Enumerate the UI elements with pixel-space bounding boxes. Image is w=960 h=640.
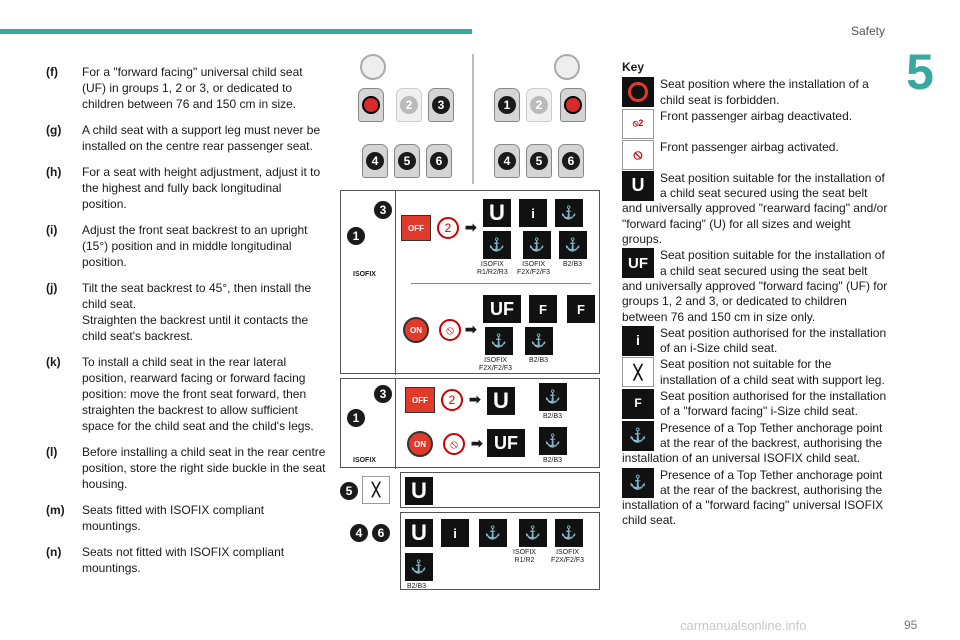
instruction-j: (j) Tilt the seat backrest to 45°, then install the child seat. Straighten the backrest until it contacts the child seat's backrest. [46,281,312,343]
u-icon: U [487,387,515,415]
i-size-icon: i [441,519,469,547]
key-item-i-size: i Seat position authorised for the installation of an i-Size child seat. [622,326,890,357]
support-leg-forbidden-icon: ╳ [622,357,654,387]
u-icon: U [405,519,433,547]
airbag-deactivated-icon: 2 [441,389,463,411]
seat-2: 2 [526,88,552,122]
seat-number-5: 5 [340,482,358,500]
seat-number-6: 6 [372,524,390,542]
u-icon: U [622,171,654,201]
steering-wheel-icon [360,54,386,80]
b2b3-label: B2/B3 [529,357,549,364]
key-title: Key [622,60,645,74]
seat-4: 4 [362,144,388,178]
arrow-icon: ➡ [465,219,477,235]
airbag-off-icon: ⦸2 [622,109,654,139]
top-tether-forward-icon: ⚓ [622,468,654,498]
seat-number-1: 1 [347,227,365,245]
booster-icon: ⚓ [405,553,433,581]
isofix-r1r2-label: ISOFIX R1/R2 [513,549,536,564]
key-item-airbag-on: ⦸ Front passenger airbag activated. [622,140,890,170]
key-item-support-leg: ╳ Seat position not suitable for the installation of a child seat with support leg. [622,357,890,388]
instruction-f: (f) For a "forward facing" universal child seat (UF) in groups 1, 2 or 3, or dedicated to children between 76 and 150 cm in size. [46,65,303,111]
instruction-k: (k) To install a child seat in the rear lateral position, rearward facing or forward facing position: move the front seat forward, then straighten the backrest to allow sufficient space for the child seat and the child's legs. [46,355,314,433]
booster-icon: ⚓ [539,427,567,455]
seat-5: 5 [394,144,420,178]
section-title: Safety [850,24,885,38]
i-size-icon: i [519,199,547,227]
car-view-lhd [352,54,472,184]
seat-6: 6 [426,144,452,178]
b2b3-label: B2/B3 [563,261,583,268]
seat-1 [358,88,384,122]
key-item-forbidden: Seat position where the installation of a child seat is forbidden. [622,77,890,108]
seat-1: 1 [494,88,520,122]
b2b3-label: B2/B3 [407,583,427,590]
instruction-n: (n) Seats not fitted with ISOFIX compliant mountings. [46,545,285,575]
uf-icon: UF [483,295,521,323]
key-item-u: U Seat position suitable for the installation of a child seat secured using the seat belt and universally approved "rearward facing" and/or "forward facing" (U) for all sizes and weight groups. [622,170,888,247]
steering-wheel-icon [554,54,580,80]
isofix-forbidden-label: ISOFIX [353,457,376,464]
isofix-f2x-label: ISOFIX F2X/F2/F3 [479,357,513,372]
arrow-icon: ➡ [471,435,483,451]
uf-icon: UF [487,429,525,457]
uf-icon: UF [622,248,654,278]
instruction-l: (l) Before installing a child seat in the rear centre position, store the right side buckle in the seat housing. [46,445,326,491]
page-number: 95 [904,618,918,632]
b2b3-label: B2/B3 [543,413,563,420]
isofix-r1r2r3-label: ISOFIX R1/R2/R3 [477,261,508,276]
instruction-h: (h) For a seat with height adjustment, adjust it to the highest and fully back longitudinal position. [46,165,321,211]
seat-3: 3 [428,88,454,122]
isofix-forward-icon: ⚓ [485,327,513,355]
seat-5: 5 [526,144,552,178]
seat-number-4: 4 [350,524,368,542]
forbidden-icon [622,77,654,107]
key-item-top-tether-forward: ⚓ Presence of a Top Tether anchorage point at the rear of the backrest, authorising the installation of a "forward facing" universal ISOFIX child seat. [622,467,884,528]
seat-number-3: 3 [374,201,392,219]
table-seats-1-3-non-isofix [340,378,600,468]
airbag-on-icon: ON [407,431,433,457]
isofix-forward-icon: ⚓ [555,519,583,547]
table-seats-1-3-isofix [340,190,600,374]
table-seats-4-6 [400,512,600,590]
isofix-label: ISOFIX [353,271,376,278]
seat-number-3: 3 [374,385,392,403]
car-view-rhd [488,54,608,184]
booster-icon: ⚓ [539,383,567,411]
key-item-i-size-forward: F Seat position authorised for the installation of a "forward facing" i-Size child seat. [622,389,890,420]
i-size-icon: i [622,326,654,356]
airbag-off-icon: OFF [401,215,431,241]
instruction-list [46,64,326,586]
instruction-m: (m) Seats fitted with ISOFIX compliant mountings. [46,503,265,533]
instruction-i: (i) Adjust the front seat backrest to an upright (15°) position and in middle longitudinal position. [46,223,308,269]
u-icon: U [405,477,433,505]
airbag-deactivated-icon: 2 [437,217,459,239]
seat-4: 4 [494,144,520,178]
seat-6: 6 [558,144,584,178]
isofix-f2x-label: ISOFIX F2X/F2/F3 [517,261,551,276]
isofix-rearward-icon: ⚓ [519,519,547,547]
i-size-forward-icon: F [529,295,557,323]
seat-3 [560,88,586,122]
arrow-icon: ➡ [465,321,477,337]
isofix-rearward-icon: ⚓ [483,231,511,259]
key-item-top-tether: ⚓ Presence of a Top Tether anchorage point at the rear of the backrest, authorising the installation of an universal ISOFIX child seat. [622,420,883,466]
airbag-on-icon: ⦸ [622,140,654,170]
header-bar [0,29,472,34]
booster-icon: ⚓ [559,231,587,259]
seat-2: 2 [396,88,422,122]
i-size-forward-icon: F [622,389,654,419]
top-tether-forward-icon: F [567,295,595,323]
airbag-off-icon: OFF [405,387,435,413]
watermark: carmanualsonline.info [680,618,807,633]
top-tether-icon: ⚓ [479,519,507,547]
chapter-number: 5 [906,44,934,100]
b2b3-label: B2/B3 [543,457,563,464]
top-tether-icon: ⚓ [622,421,654,451]
booster-icon: ⚓ [525,327,553,355]
airbag-activated-icon: ⦸ [439,319,461,341]
key-item-airbag-off: ⦸2 Front passenger airbag deactivated. [622,109,890,139]
seat-number-1: 1 [347,409,365,427]
top-tether-icon: ⚓ [555,199,583,227]
instruction-g: (g) A child seat with a support leg must never be installed on the centre rear passenger seat. [46,123,321,153]
key-item-uf: UF Seat position suitable for the installation of a child seat secured using the seat belt and universally approved "forward facing" (UF) for groups 1, 2 and 3, or dedicated to children between 76 and 150 cm in size only. [622,248,888,324]
u-icon: U [483,199,511,227]
airbag-activated-icon: ⦸ [443,433,465,455]
isofix-f2x-label: ISOFIX F2X/F2/F3 [551,549,585,564]
isofix-forward-icon: ⚓ [523,231,551,259]
divider [472,54,474,184]
airbag-on-icon: ON [403,317,429,343]
support-leg-forbidden-icon: ╳ [362,476,390,504]
key-legend [622,60,890,530]
arrow-icon: ➡ [469,391,481,407]
table-seat-5 [400,472,600,508]
